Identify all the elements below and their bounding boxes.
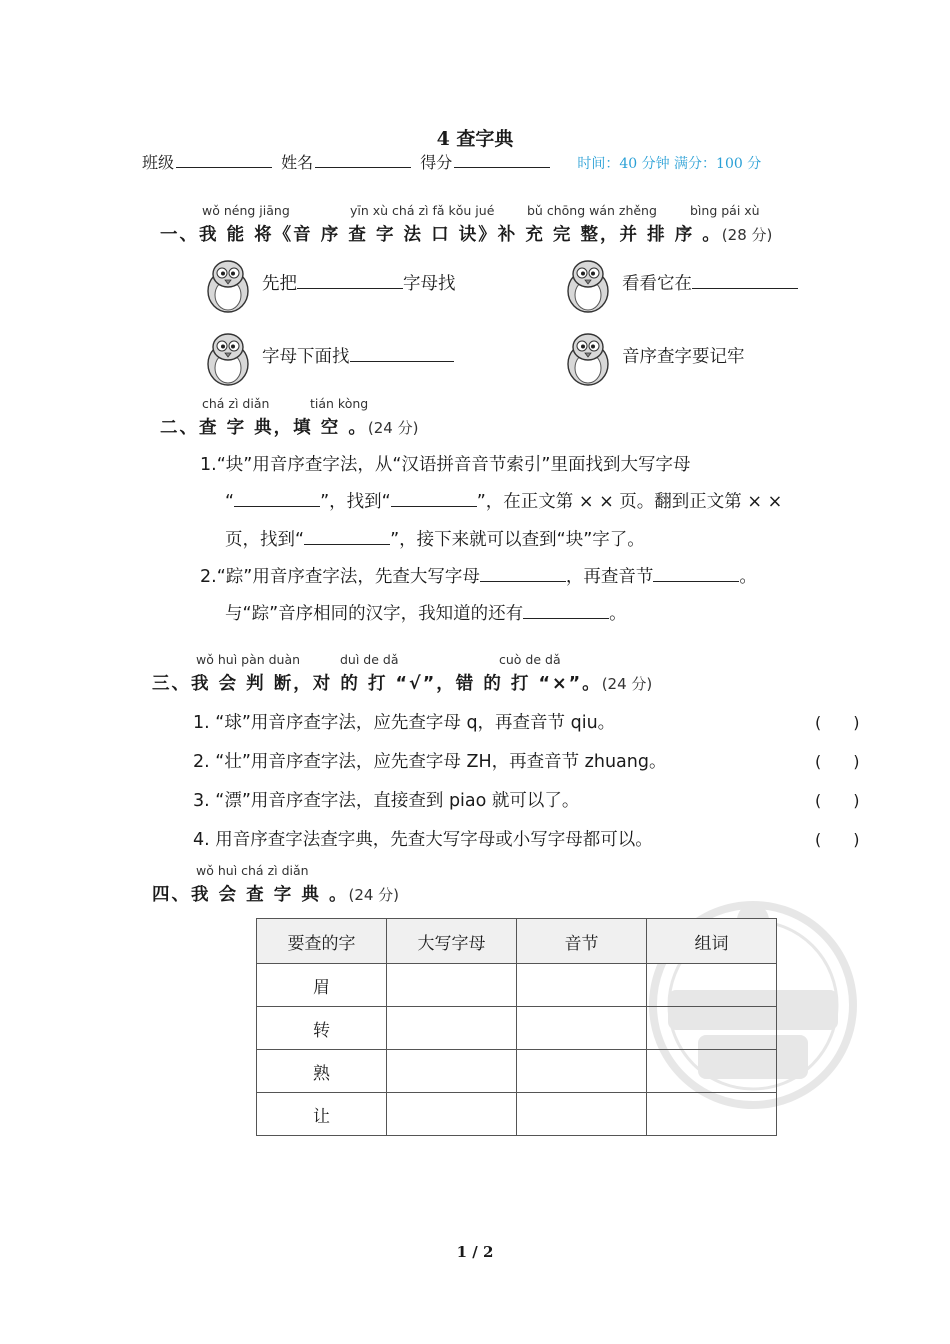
- s1-pinyin-4: bìng pái xù: [690, 203, 760, 218]
- rhyme-line-4: [622, 343, 745, 368]
- s2-q1-text-c: ”，在正文第 × × 页。翻到正文第 × ×: [476, 492, 783, 512]
- s1-pinyin-1: wǒ néng jiāng: [202, 203, 290, 218]
- s3-pinyin-3: cuò de dǎ: [499, 652, 561, 667]
- section4-title: 四、我 会 查 字 典 。: [152, 885, 349, 905]
- section1-score: (28 分): [721, 226, 773, 244]
- s2-q2-text-a: 2.“踪”用音序查字法，先查大写字母: [200, 567, 480, 587]
- rhyme-line-2: [622, 270, 798, 295]
- s2-q1-blank-char[interactable]: [304, 528, 390, 545]
- s2-q1-line3: [225, 526, 645, 551]
- rhyme-line-1: [262, 270, 456, 295]
- penguin-icon: [563, 257, 613, 313]
- table-cell-words[interactable]: [647, 964, 777, 1007]
- table-cell-letter[interactable]: [387, 1093, 517, 1136]
- student-info-line: [142, 150, 761, 173]
- section2-title: 二、查 字 典，填 空 。: [160, 418, 368, 438]
- s1-pinyin-3: bǔ chōng wán zhěng: [527, 203, 657, 218]
- section4-score: (24 分): [348, 886, 400, 904]
- table-header-words: 组词: [647, 919, 777, 964]
- table-cell-char: 转: [257, 1007, 387, 1050]
- rhyme-1-blank[interactable]: [297, 272, 403, 289]
- s2-q2-blank-letter[interactable]: [480, 565, 566, 582]
- s2-pinyin-1: chá zì diǎn: [202, 396, 270, 411]
- table-header-char: 要查的字: [257, 919, 387, 964]
- s2-q2-line1: [200, 563, 757, 588]
- penguin-icon: [203, 330, 253, 386]
- table-cell-words[interactable]: [647, 1050, 777, 1093]
- rhyme-line-3: [262, 343, 454, 368]
- table-row: [257, 1050, 777, 1093]
- table-row: [257, 964, 777, 1007]
- table-cell-char: 让: [257, 1093, 387, 1136]
- dictionary-table: [256, 918, 777, 1136]
- time-info: 时间：40 分钟 满分：100 分: [577, 156, 762, 172]
- s2-q2-text-d: 与“踪”音序相同的汉字，我知道的还有: [225, 604, 524, 624]
- table-cell-char: 眉: [257, 964, 387, 1007]
- page-title: 4 查字典: [436, 128, 514, 150]
- table-cell-words[interactable]: [647, 1093, 777, 1136]
- name-label: 姓名: [281, 153, 314, 172]
- section2-score: (24 分): [367, 419, 419, 437]
- s2-q2-line2: [225, 600, 627, 625]
- table-cell-syllable[interactable]: [517, 964, 647, 1007]
- table-cell-syllable[interactable]: [517, 1007, 647, 1050]
- penguin-icon: [203, 257, 253, 313]
- section3-score: (24 分): [601, 675, 653, 693]
- judge-item-3: 3. “漂”用音序查字法，直接查到 piao 就可以了。: [193, 791, 580, 811]
- s1-pinyin-2: yīn xù chá zì fǎ kǒu jué: [350, 203, 495, 218]
- table-header-syllable: 音节: [517, 919, 647, 964]
- rhyme-2-blank[interactable]: [692, 272, 798, 289]
- section1-heading: [160, 221, 772, 246]
- rhyme-4-text: 音序查字要记牢: [622, 347, 745, 367]
- section3-title: 三、我 会 判 断，对 的 打 “√”，错 的 打 “×”。: [152, 674, 602, 694]
- judge-item-4: 4. 用音序查字法查字典，先查大写字母或小写字母都可以。: [193, 830, 653, 850]
- s2-q1-text-e: ”，接下来就可以查到“块”字了。: [390, 530, 645, 550]
- rhyme-1-after: 字母找: [403, 274, 456, 294]
- score-label: 得分: [420, 153, 453, 172]
- table-cell-words[interactable]: [647, 1007, 777, 1050]
- s2-q2-text-e: 。: [609, 604, 627, 624]
- section4-heading: [152, 881, 399, 906]
- score-blank[interactable]: [454, 153, 550, 168]
- s2-q1-text-b: ”，找到“: [320, 492, 391, 512]
- section3-heading: [152, 670, 652, 695]
- name-blank[interactable]: [315, 153, 411, 168]
- s2-q1-blank-syllable[interactable]: [391, 490, 477, 507]
- judge-answer-1[interactable]: ( ): [815, 713, 860, 732]
- table-cell-syllable[interactable]: [517, 1050, 647, 1093]
- section1-title: 一、我 能 将《音 序 查 字 法 口 诀》补 充 完 整，并 排 序 。: [160, 225, 722, 245]
- penguin-icon: [563, 330, 613, 386]
- s2-q2-text-b: ，再查音节: [565, 567, 654, 587]
- table-header-letter: 大写字母: [387, 919, 517, 964]
- s2-q1-quote-open: “: [225, 492, 235, 512]
- judge-item-2: 2. “壮”用音序查字法，应先查字母 ZH，再查音节 zhuang。: [193, 752, 667, 772]
- s2-q1-line1: 1.“块”用音序查字法，从“汉语拼音音节索引”里面找到大写字母: [200, 455, 691, 475]
- rhyme-3-blank[interactable]: [350, 345, 454, 362]
- judge-item-1: 1. “球”用音序查字法，应先查字母 q，再查音节 qiu。: [193, 713, 616, 733]
- table-cell-char: 熟: [257, 1050, 387, 1093]
- s2-q2-text-c: 。: [739, 567, 757, 587]
- rhyme-2-before: 看看它在: [622, 274, 692, 294]
- table-cell-syllable[interactable]: [517, 1093, 647, 1136]
- table-cell-letter[interactable]: [387, 1007, 517, 1050]
- table-row: [257, 1093, 777, 1136]
- s2-q1-line2: [225, 488, 782, 513]
- table-header-row: [257, 919, 777, 964]
- s2-pinyin-2: tián kòng: [310, 396, 369, 411]
- section2-heading: [160, 414, 418, 439]
- s2-q1-blank-letter[interactable]: [234, 490, 320, 507]
- s2-q1-text-d: 页，找到“: [225, 530, 305, 550]
- s2-q2-blank-syllable[interactable]: [653, 565, 739, 582]
- class-blank[interactable]: [176, 153, 272, 168]
- page-number: 1 / 2: [456, 1243, 494, 1261]
- class-label: 班级: [142, 153, 175, 172]
- table-row: [257, 1007, 777, 1050]
- rhyme-3-before: 字母下面找: [262, 347, 350, 367]
- judge-answer-2[interactable]: ( ): [815, 752, 860, 771]
- table-cell-letter[interactable]: [387, 1050, 517, 1093]
- s4-pinyin-1: wǒ huì chá zì diǎn: [196, 863, 309, 878]
- judge-answer-3[interactable]: ( ): [815, 791, 860, 810]
- rhyme-1-before: 先把: [262, 274, 297, 294]
- s3-pinyin-2: duì de dǎ: [340, 652, 399, 667]
- s3-pinyin-1: wǒ huì pàn duàn: [196, 652, 301, 667]
- judge-answer-4[interactable]: ( ): [815, 830, 860, 849]
- table-cell-letter[interactable]: [387, 964, 517, 1007]
- s2-q2-blank-words[interactable]: [523, 602, 609, 619]
